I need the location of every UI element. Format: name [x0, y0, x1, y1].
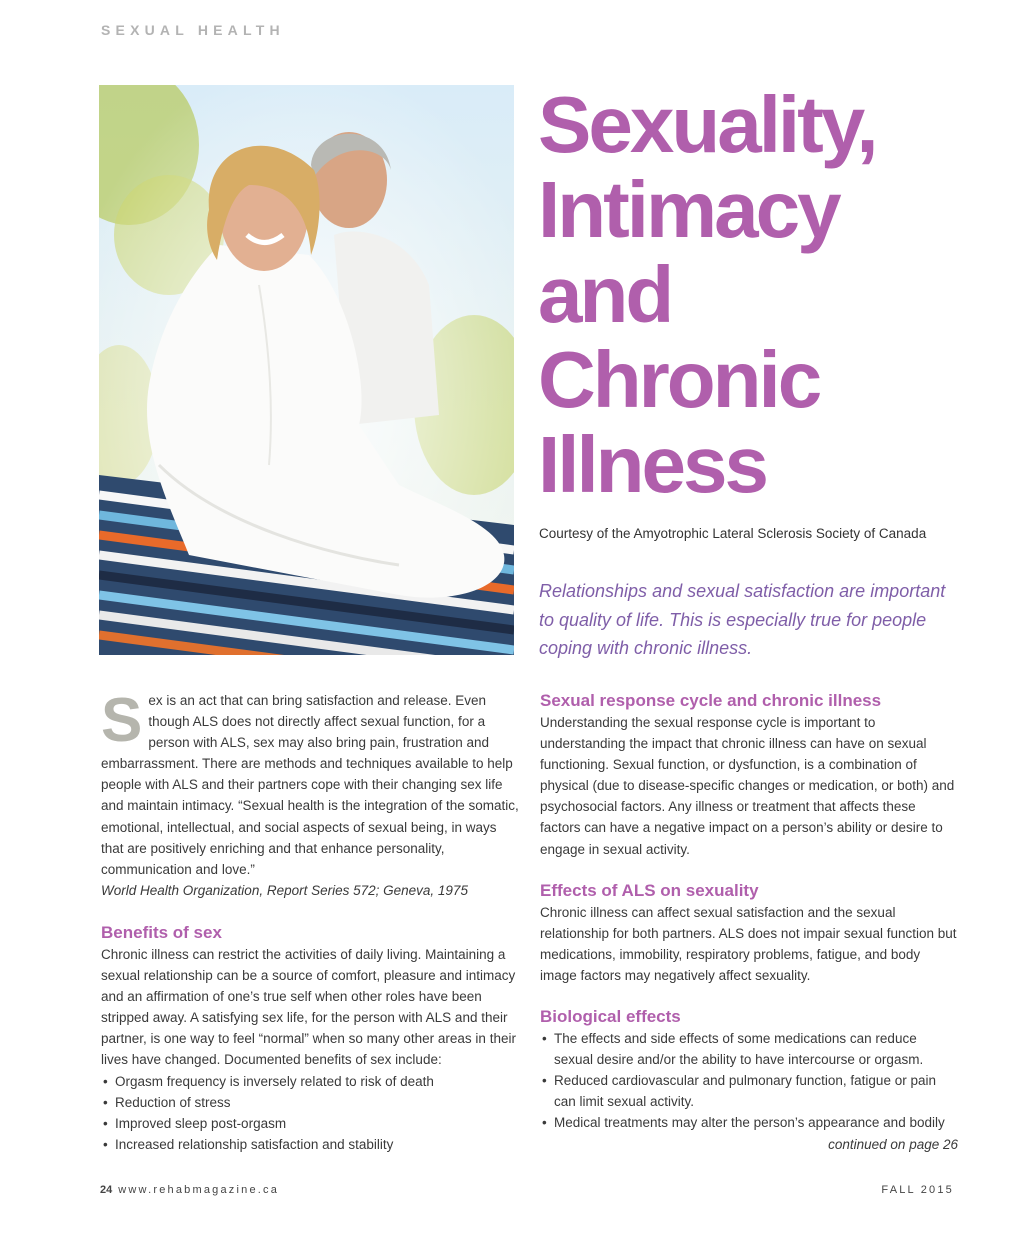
- article-title: [538, 82, 1008, 507]
- title-line: and: [538, 250, 672, 339]
- intro-paragraph: [101, 686, 519, 880]
- article-credit: Courtesy of the Amyotrophic Lateral Sclerosis Society of Canada: [539, 526, 927, 541]
- drop-cap: S: [101, 686, 143, 755]
- left-column: [101, 686, 519, 1155]
- title-line: Sexuality,: [538, 80, 876, 169]
- benefits-list: [101, 1071, 519, 1155]
- biological-list: [540, 1028, 958, 1133]
- list-item: • Reduction of stress: [101, 1092, 519, 1113]
- biological-heading: Biological effects: [540, 1007, 681, 1027]
- intro-text: ex is an act that can bring satisfaction and release. Even though ALS does not directly affect sexual function, for a person with ALS, sex may also bring pain, frustration and embarrassment. There are methods and techniques available to help people with ALS and their partners cope with their changing sex life and maintain intimacy. “Sexual health is the integration of the somatic, emotional, intellectual, and social aspects of sexual being, in ways that are positively enriching and that enhance personality, communication and love.”: [101, 693, 519, 877]
- list-item: • Increased relationship satisfaction and stability: [101, 1134, 519, 1155]
- couple-photo: [99, 85, 514, 655]
- list-item: • Reduced cardiovascular and pulmonary function, fatigue or pain can limit sexual activity.: [540, 1070, 958, 1112]
- article-dek: Relationships and sexual satisfaction are important to quality of life. This is especially true for people coping with chronic illness.: [539, 581, 946, 658]
- section-label: SEXUAL HEALTH: [101, 22, 285, 38]
- list-item: • Orgasm frequency is inversely related to risk of death: [101, 1071, 519, 1092]
- effects-text: Chronic illness can affect sexual satisfaction and the sexual relationship for both partners. ALS does not impair sexual function but medications, immobility, respiratory problems, fatigue, and body image factors may negatively affect sexuality.: [540, 904, 957, 983]
- citation: World Health Organization, Report Series 572; Geneva, 1975: [101, 882, 468, 898]
- list-item: • Improved sleep post-orgasm: [101, 1113, 519, 1134]
- page-number: 24: [100, 1184, 113, 1196]
- continued-note: continued on page 26: [828, 1136, 958, 1152]
- issue-label: FALL 2015: [881, 1184, 954, 1196]
- title-line: Chronic: [538, 335, 820, 424]
- list-item: • Medical treatments may alter the person’s appearance and bodily: [540, 1112, 958, 1133]
- response-cycle-heading: Sexual response cycle and chronic illness: [540, 691, 882, 710]
- right-column: [540, 690, 958, 1155]
- list-item: • The effects and side effects of some medications can reduce sexual desire and/or the ability to have intercourse or orgasm.: [540, 1028, 958, 1070]
- title-line: Intimacy: [538, 165, 839, 254]
- benefits-heading: Benefits of sex: [101, 922, 222, 942]
- website-link[interactable]: www.rehabmagazine.ca: [118, 1184, 280, 1196]
- footer-left: [100, 1184, 279, 1196]
- benefits-text: Chronic illness can restrict the activities of daily living. Maintaining a sexual relationship can be a source of comfort, pleasure and intimacy and an affirmation of one’s true self when other roles have been stripped away. A satisfying sex life, for the person with ALS and their partner, is one way to feel “normal” when so many other areas in their lives have changed. Documented benefits of sex include:: [101, 946, 516, 1068]
- effects-heading: Effects of ALS on sexuality: [540, 880, 759, 900]
- title-line: Illness: [538, 420, 767, 509]
- response-cycle-text: Understanding the sexual response cycle is important to understanding the impact that chronic illness can have on sexual functioning. Sexual function, or dysfunction, is a combination of physical (due to disease-specific changes or medication, or both) and psychosocial factors. Any illness or treatment that affects these factors can have a negative impact on a person’s ability or desire to engage in sexual activity.: [540, 715, 955, 857]
